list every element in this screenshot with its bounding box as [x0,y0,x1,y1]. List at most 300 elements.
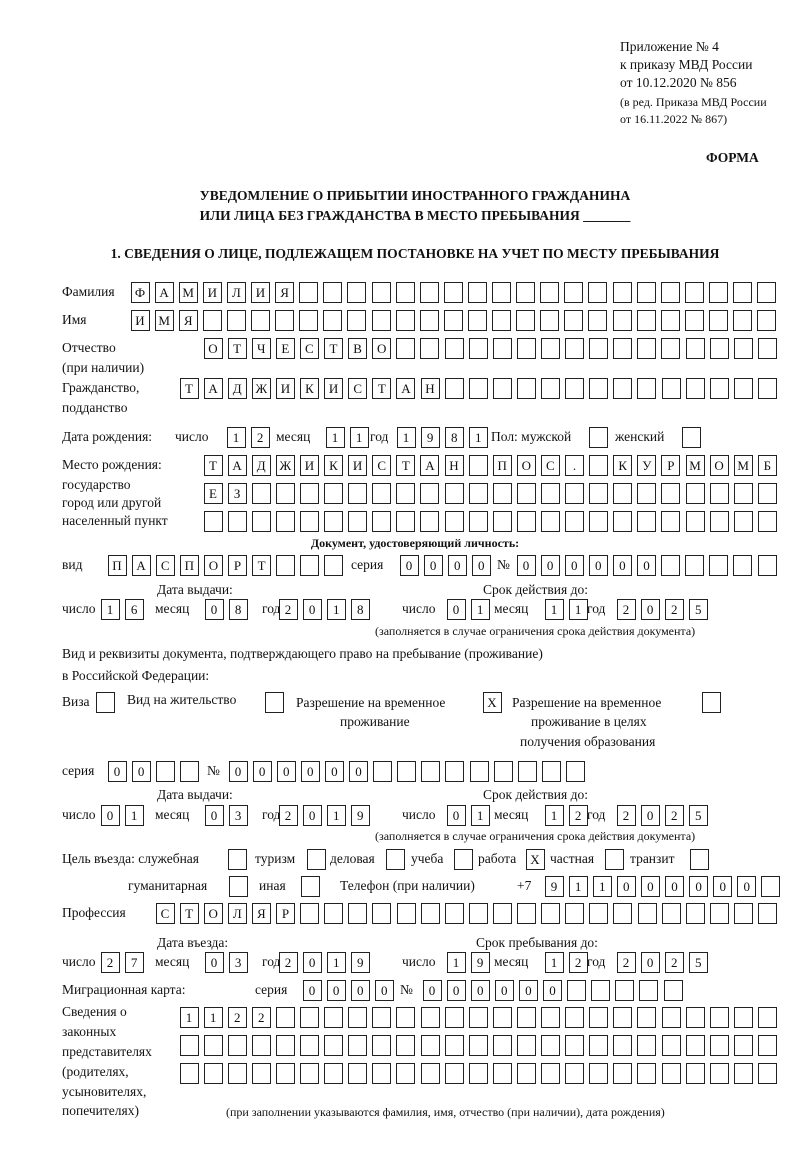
reps-char-box[interactable] [276,1063,295,1084]
month-char-box[interactable]: 3 [229,805,248,826]
dob-year-char-box[interactable]: 1 [397,427,416,448]
patronymic-char-box[interactable]: Е [276,338,295,359]
phone-char-box[interactable]: 0 [713,876,732,897]
doc-number-char-box[interactable]: 0 [565,555,584,576]
year-char-box[interactable]: 2 [665,805,684,826]
surname-char-box[interactable] [299,282,318,303]
purpose-business-checkbox[interactable] [386,849,405,870]
doc-series-char-box[interactable]: 0 [472,555,491,576]
pob-char-box[interactable] [348,483,367,504]
reps-char-box[interactable] [300,1035,319,1056]
citizenship-char-box[interactable]: И [276,378,295,399]
reps-char-box[interactable] [686,1007,705,1028]
reps-char-box[interactable] [180,1035,199,1056]
patronymic-char-box[interactable] [613,338,632,359]
reps-char-box[interactable] [686,1063,705,1084]
profession-char-box[interactable] [565,903,584,924]
pob-char-box[interactable] [661,511,680,532]
doc-number-char-box[interactable]: 0 [517,555,536,576]
profession-char-box[interactable]: С [156,903,175,924]
reps-char-box[interactable] [469,1007,488,1028]
reps-char-box[interactable] [372,1035,391,1056]
patronymic-char-box[interactable]: Т [324,338,343,359]
residence-checkbox[interactable] [265,692,284,713]
citizenship-char-box[interactable]: Н [421,378,440,399]
pob-char-box[interactable]: И [300,455,319,476]
citizenship-char-box[interactable]: С [348,378,367,399]
doc-number-char-box[interactable]: 0 [637,555,656,576]
pob-char-box[interactable] [517,511,536,532]
patronymic-char-box[interactable] [541,338,560,359]
citizenship-char-box[interactable]: Т [372,378,391,399]
pob-char-box[interactable] [661,483,680,504]
mc-number-char-box[interactable]: 0 [543,980,562,1001]
reps-char-box[interactable] [613,1007,632,1028]
reps-char-box[interactable] [734,1035,753,1056]
surname-char-box[interactable] [637,282,656,303]
year-char-box[interactable]: 2 [665,952,684,973]
surname-char-box[interactable] [516,282,535,303]
patronymic-char-box[interactable] [758,338,777,359]
month-char-box[interactable]: 0 [205,952,224,973]
pob-char-box[interactable] [469,483,488,504]
month-char-box[interactable]: 1 [545,599,564,620]
reps-char-box[interactable] [662,1007,681,1028]
patronymic-char-box[interactable]: В [348,338,367,359]
pob-char-box[interactable]: З [228,483,247,504]
pob-char-box[interactable]: Д [252,455,271,476]
day-char-box[interactable]: 0 [447,599,466,620]
surname-char-box[interactable] [709,282,728,303]
stay-number-char-box[interactable]: 0 [229,761,248,782]
pob-char-box[interactable]: Ж [276,455,295,476]
pob-char-box[interactable] [710,483,729,504]
doc-number-char-box[interactable] [758,555,777,576]
purpose-other-checkbox[interactable] [301,876,320,897]
pob-char-box[interactable]: Е [204,483,223,504]
dob-year-char-box[interactable]: 1 [469,427,488,448]
doc-series-char-box[interactable]: 0 [448,555,467,576]
month-char-box[interactable]: 1 [545,805,564,826]
stay-number-char-box[interactable]: 0 [253,761,272,782]
year-char-box[interactable]: 2 [279,599,298,620]
pob-char-box[interactable]: Н [445,455,464,476]
month-char-box[interactable]: 3 [229,952,248,973]
mc-series-char-box[interactable]: 0 [327,980,346,1001]
reps-char-box[interactable]: 2 [228,1007,247,1028]
year-char-box[interactable]: 2 [279,805,298,826]
profession-char-box[interactable]: О [204,903,223,924]
mc-number-char-box[interactable]: 0 [471,980,490,1001]
phone-char-box[interactable]: 0 [689,876,708,897]
sex-male-checkbox[interactable] [589,427,608,448]
reps-char-box[interactable] [300,1007,319,1028]
year-char-box[interactable]: 2 [617,599,636,620]
citizenship-char-box[interactable] [637,378,656,399]
stay-number-char-box[interactable] [494,761,513,782]
mc-series-char-box[interactable]: 0 [375,980,394,1001]
name-char-box[interactable] [709,310,728,331]
reps-char-box[interactable] [372,1063,391,1084]
stay-number-char-box[interactable] [397,761,416,782]
citizenship-char-box[interactable]: Д [228,378,247,399]
reps-char-box[interactable] [734,1007,753,1028]
pob-char-box[interactable] [252,511,271,532]
stay-series-char-box[interactable] [156,761,175,782]
month-char-box[interactable]: 0 [205,805,224,826]
reps-char-box[interactable] [565,1007,584,1028]
reps-char-box[interactable] [662,1063,681,1084]
profession-char-box[interactable]: Я [252,903,271,924]
mc-number-char-box[interactable] [664,980,683,1001]
year-char-box[interactable]: 5 [689,805,708,826]
reps-char-box[interactable] [421,1007,440,1028]
reps-char-box[interactable] [758,1063,777,1084]
citizenship-char-box[interactable] [517,378,536,399]
citizenship-char-box[interactable] [589,378,608,399]
surname-char-box[interactable] [757,282,776,303]
profession-char-box[interactable] [613,903,632,924]
trp-education-checkbox[interactable] [702,692,721,713]
patronymic-char-box[interactable]: О [372,338,391,359]
day-char-box[interactable]: 1 [471,599,490,620]
dob-year-char-box[interactable]: 9 [421,427,440,448]
purpose-humanitarian-checkbox[interactable] [229,876,248,897]
surname-char-box[interactable] [347,282,366,303]
profession-char-box[interactable] [397,903,416,924]
patronymic-char-box[interactable] [493,338,512,359]
pob-char-box[interactable]: Т [396,455,415,476]
name-char-box[interactable] [372,310,391,331]
mc-number-char-box[interactable]: 0 [447,980,466,1001]
surname-char-box[interactable]: И [251,282,270,303]
profession-char-box[interactable] [324,903,343,924]
pob-char-box[interactable] [420,483,439,504]
patronymic-char-box[interactable]: О [204,338,223,359]
stay-number-char-box[interactable]: 0 [325,761,344,782]
reps-char-box[interactable] [324,1035,343,1056]
month-char-box[interactable]: 1 [569,599,588,620]
year-char-box[interactable]: 8 [351,599,370,620]
name-char-box[interactable] [203,310,222,331]
patronymic-char-box[interactable] [661,338,680,359]
reps-char-box[interactable]: 1 [204,1007,223,1028]
dob-day-char-box[interactable]: 2 [251,427,270,448]
year-char-box[interactable]: 0 [303,805,322,826]
pob-char-box[interactable]: У [637,455,656,476]
doc-kind-char-box[interactable]: С [156,555,175,576]
pob-char-box[interactable] [396,483,415,504]
name-char-box[interactable] [299,310,318,331]
patronymic-char-box[interactable] [396,338,415,359]
pob-char-box[interactable] [613,511,632,532]
reps-char-box[interactable] [469,1063,488,1084]
surname-char-box[interactable] [733,282,752,303]
profession-char-box[interactable] [541,903,560,924]
pob-char-box[interactable]: Б [758,455,777,476]
reps-char-box[interactable] [180,1063,199,1084]
reps-char-box[interactable] [204,1063,223,1084]
pob-char-box[interactable]: О [710,455,729,476]
month-char-box[interactable]: 0 [205,599,224,620]
name-char-box[interactable] [564,310,583,331]
pob-char-box[interactable]: О [517,455,536,476]
surname-char-box[interactable] [372,282,391,303]
stay-series-char-box[interactable]: 0 [132,761,151,782]
profession-char-box[interactable] [662,903,681,924]
pob-char-box[interactable] [204,511,223,532]
surname-char-box[interactable] [396,282,415,303]
month-char-box[interactable]: 8 [229,599,248,620]
surname-char-box[interactable]: Ф [131,282,150,303]
surname-char-box[interactable] [540,282,559,303]
pob-char-box[interactable] [710,511,729,532]
citizenship-char-box[interactable] [710,378,729,399]
reps-char-box[interactable] [348,1007,367,1028]
reps-char-box[interactable] [517,1007,536,1028]
reps-char-box[interactable] [613,1035,632,1056]
surname-char-box[interactable] [444,282,463,303]
phone-char-box[interactable]: 0 [641,876,660,897]
reps-char-box[interactable] [734,1063,753,1084]
phone-char-box[interactable]: 9 [545,876,564,897]
reps-char-box[interactable] [445,1035,464,1056]
dob-day-char-box[interactable]: 1 [227,427,246,448]
day-char-box[interactable]: 9 [471,952,490,973]
reps-char-box[interactable] [252,1035,271,1056]
year-char-box[interactable]: 9 [351,805,370,826]
doc-kind-char-box[interactable] [276,555,295,576]
pob-char-box[interactable]: А [420,455,439,476]
pob-char-box[interactable] [686,483,705,504]
pob-char-box[interactable] [396,511,415,532]
day-char-box[interactable]: 1 [471,805,490,826]
name-char-box[interactable]: И [131,310,150,331]
year-char-box[interactable]: 5 [689,599,708,620]
phone-char-box[interactable] [761,876,780,897]
pob-char-box[interactable] [734,483,753,504]
profession-char-box[interactable] [300,903,319,924]
patronymic-char-box[interactable] [710,338,729,359]
surname-char-box[interactable]: Я [275,282,294,303]
purpose-transit-checkbox[interactable] [690,849,709,870]
citizenship-char-box[interactable]: А [204,378,223,399]
pob-char-box[interactable] [300,511,319,532]
reps-char-box[interactable] [421,1063,440,1084]
pob-char-box[interactable] [469,511,488,532]
surname-char-box[interactable] [613,282,632,303]
reps-char-box[interactable] [348,1063,367,1084]
reps-char-box[interactable] [637,1007,656,1028]
year-char-box[interactable]: 1 [327,805,346,826]
pob-char-box[interactable] [541,483,560,504]
patronymic-char-box[interactable]: С [300,338,319,359]
surname-char-box[interactable] [661,282,680,303]
reps-char-box[interactable]: 2 [252,1007,271,1028]
profession-char-box[interactable] [758,903,777,924]
reps-char-box[interactable] [276,1007,295,1028]
citizenship-char-box[interactable] [734,378,753,399]
pob-char-box[interactable] [276,483,295,504]
reps-char-box[interactable] [565,1035,584,1056]
pob-char-box[interactable]: . [565,455,584,476]
name-char-box[interactable] [323,310,342,331]
reps-char-box[interactable] [686,1035,705,1056]
pob-char-box[interactable] [637,511,656,532]
citizenship-char-box[interactable]: И [324,378,343,399]
name-char-box[interactable] [588,310,607,331]
reps-char-box[interactable] [662,1035,681,1056]
month-char-box[interactable]: 1 [545,952,564,973]
profession-char-box[interactable] [469,903,488,924]
reps-char-box[interactable] [396,1007,415,1028]
surname-char-box[interactable] [323,282,342,303]
pob-char-box[interactable]: С [372,455,391,476]
patronymic-char-box[interactable]: Т [228,338,247,359]
patronymic-char-box[interactable] [686,338,705,359]
year-char-box[interactable]: 5 [689,952,708,973]
purpose-study-checkbox[interactable] [454,849,473,870]
mc-number-char-box[interactable] [567,980,586,1001]
profession-char-box[interactable] [710,903,729,924]
reps-char-box[interactable] [758,1007,777,1028]
pob-char-box[interactable] [589,511,608,532]
surname-char-box[interactable] [420,282,439,303]
reps-char-box[interactable] [493,1035,512,1056]
phone-char-box[interactable]: 1 [593,876,612,897]
patronymic-char-box[interactable] [517,338,536,359]
trp-checkbox[interactable]: X [483,692,502,713]
day-char-box[interactable]: 1 [447,952,466,973]
purpose-tourism-checkbox[interactable] [307,849,326,870]
name-char-box[interactable] [540,310,559,331]
profession-char-box[interactable]: Р [276,903,295,924]
year-char-box[interactable]: 2 [617,805,636,826]
reps-char-box[interactable] [637,1063,656,1084]
pob-char-box[interactable] [637,483,656,504]
reps-char-box[interactable] [469,1035,488,1056]
pob-char-box[interactable]: Р [661,455,680,476]
reps-char-box[interactable] [228,1035,247,1056]
sex-female-checkbox[interactable] [682,427,701,448]
surname-char-box[interactable] [468,282,487,303]
pob-char-box[interactable] [276,511,295,532]
stay-number-char-box[interactable] [518,761,537,782]
pob-char-box[interactable] [300,483,319,504]
doc-number-char-box[interactable]: 0 [541,555,560,576]
mc-number-char-box[interactable]: 0 [495,980,514,1001]
year-char-box[interactable]: 0 [303,952,322,973]
surname-char-box[interactable] [685,282,704,303]
pob-char-box[interactable] [589,455,608,476]
name-char-box[interactable] [444,310,463,331]
reps-char-box[interactable] [517,1035,536,1056]
pob-char-box[interactable] [686,511,705,532]
profession-char-box[interactable] [372,903,391,924]
year-char-box[interactable]: 0 [641,805,660,826]
name-char-box[interactable] [347,310,366,331]
name-char-box[interactable] [685,310,704,331]
citizenship-char-box[interactable] [758,378,777,399]
patronymic-char-box[interactable] [734,338,753,359]
purpose-private-checkbox[interactable] [605,849,624,870]
year-char-box[interactable]: 1 [327,952,346,973]
pob-char-box[interactable] [493,511,512,532]
month-char-box[interactable]: 2 [569,805,588,826]
name-char-box[interactable] [227,310,246,331]
phone-char-box[interactable]: 0 [737,876,756,897]
doc-number-char-box[interactable] [685,555,704,576]
doc-kind-char-box[interactable]: Р [228,555,247,576]
pob-char-box[interactable]: К [613,455,632,476]
mc-number-char-box[interactable]: 0 [519,980,538,1001]
year-char-box[interactable]: 2 [665,599,684,620]
pob-char-box[interactable] [493,483,512,504]
purpose-work-checkbox[interactable]: X [526,849,545,870]
reps-char-box[interactable] [324,1063,343,1084]
citizenship-char-box[interactable] [686,378,705,399]
doc-number-char-box[interactable] [709,555,728,576]
profession-char-box[interactable] [638,903,657,924]
profession-char-box[interactable] [517,903,536,924]
profession-char-box[interactable] [493,903,512,924]
patronymic-char-box[interactable] [589,338,608,359]
reps-char-box[interactable] [493,1007,512,1028]
doc-number-char-box[interactable]: 0 [589,555,608,576]
patronymic-char-box[interactable] [420,338,439,359]
doc-number-char-box[interactable] [661,555,680,576]
reps-char-box[interactable] [493,1063,512,1084]
reps-char-box[interactable] [324,1007,343,1028]
name-char-box[interactable] [516,310,535,331]
mc-number-char-box[interactable] [639,980,658,1001]
stay-number-char-box[interactable] [373,761,392,782]
reps-char-box[interactable] [710,1007,729,1028]
reps-char-box[interactable] [396,1063,415,1084]
day-char-box[interactable]: 1 [101,599,120,620]
year-char-box[interactable]: 1 [327,599,346,620]
day-char-box[interactable]: 0 [447,805,466,826]
reps-char-box[interactable] [445,1063,464,1084]
pob-char-box[interactable] [541,511,560,532]
pob-char-box[interactable]: И [348,455,367,476]
pob-char-box[interactable] [372,483,391,504]
mc-number-char-box[interactable] [615,980,634,1001]
name-char-box[interactable] [613,310,632,331]
citizenship-char-box[interactable]: Ж [252,378,271,399]
pob-char-box[interactable] [228,511,247,532]
mc-series-char-box[interactable]: 0 [351,980,370,1001]
pob-char-box[interactable]: Т [204,455,223,476]
day-char-box[interactable]: 6 [125,599,144,620]
pob-char-box[interactable] [517,483,536,504]
pob-char-box[interactable] [420,511,439,532]
visa-checkbox[interactable] [96,692,115,713]
dob-month-char-box[interactable]: 1 [326,427,345,448]
surname-char-box[interactable] [564,282,583,303]
reps-char-box[interactable] [421,1035,440,1056]
profession-char-box[interactable]: Т [180,903,199,924]
reps-char-box[interactable] [613,1063,632,1084]
stay-number-char-box[interactable]: 0 [277,761,296,782]
name-char-box[interactable] [251,310,270,331]
reps-char-box[interactable] [541,1063,560,1084]
profession-char-box[interactable]: Л [228,903,247,924]
doc-kind-char-box[interactable]: П [108,555,127,576]
surname-char-box[interactable]: И [203,282,222,303]
pob-char-box[interactable] [758,483,777,504]
reps-char-box[interactable] [637,1035,656,1056]
